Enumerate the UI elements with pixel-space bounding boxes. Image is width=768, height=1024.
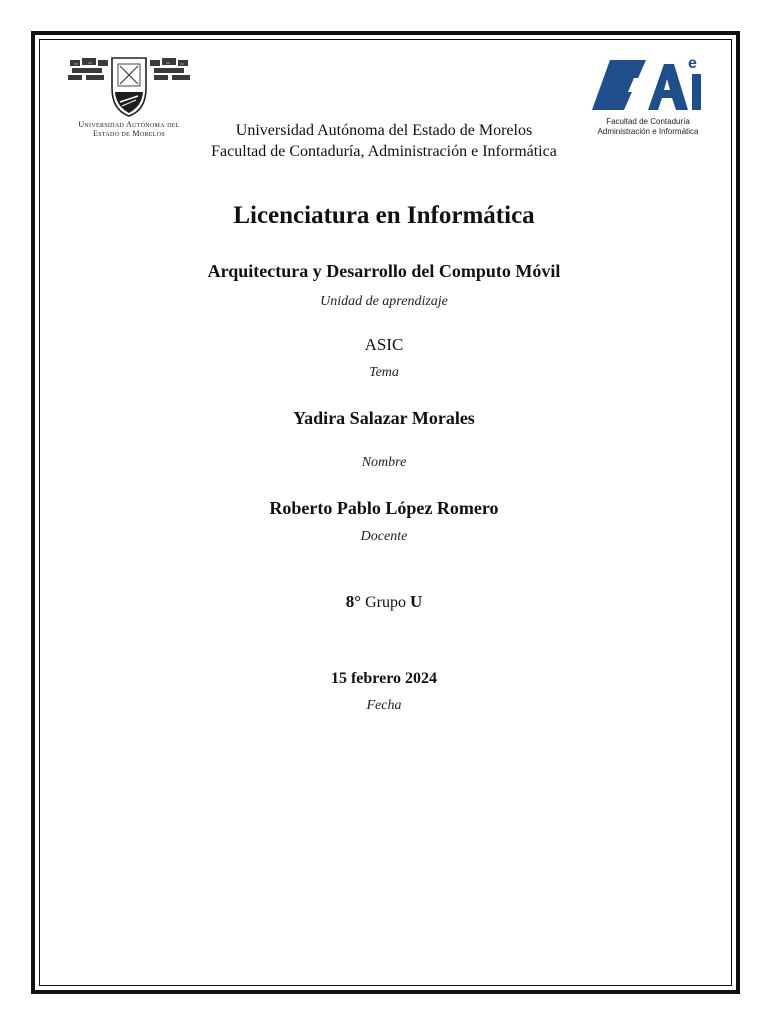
university-name: Universidad Autónoma del Estado de Morelos <box>235 122 533 139</box>
fcaei-logo <box>588 54 708 124</box>
teacher-name: Roberto Pablo López Romero <box>269 498 499 518</box>
group-label: Grupo <box>365 594 406 611</box>
fcaei-caption-line1: Facultad de Contaduría <box>606 117 690 126</box>
student-name: Yadira Salazar Morales <box>293 408 475 428</box>
faculty-name: Facultad de Contaduría, Administración e Informática <box>211 143 557 160</box>
teacher-caption: Docente <box>360 529 408 544</box>
group-letter: U <box>409 592 423 611</box>
date-value: 15 febrero 2024 <box>330 670 438 687</box>
topic-value: ASIC <box>364 335 404 354</box>
date-caption: Fecha <box>366 698 402 713</box>
group-line <box>80 591 688 614</box>
uaem-shield-icon <box>62 54 196 120</box>
fcaei-e-letter: e <box>688 55 697 72</box>
student-caption: Nombre <box>361 455 407 470</box>
uaem-caption-line2: Estado de Morelos <box>93 129 165 138</box>
uaem-caption-line1: Universidad Autónoma del <box>78 120 180 129</box>
degree-title: Licenciatura en Informática <box>233 202 535 229</box>
subject-caption: Unidad de aprendizaje <box>320 294 448 309</box>
fcaei-logo-icon <box>588 54 708 116</box>
fcaei-caption-line2: Administración e Informática <box>597 127 699 136</box>
group-semester: 8° <box>345 592 362 611</box>
topic-caption: Tema <box>369 365 399 380</box>
institution-header <box>160 120 608 162</box>
subject-value: Arquitectura y Desarrollo del Computo Móvil <box>207 261 561 281</box>
